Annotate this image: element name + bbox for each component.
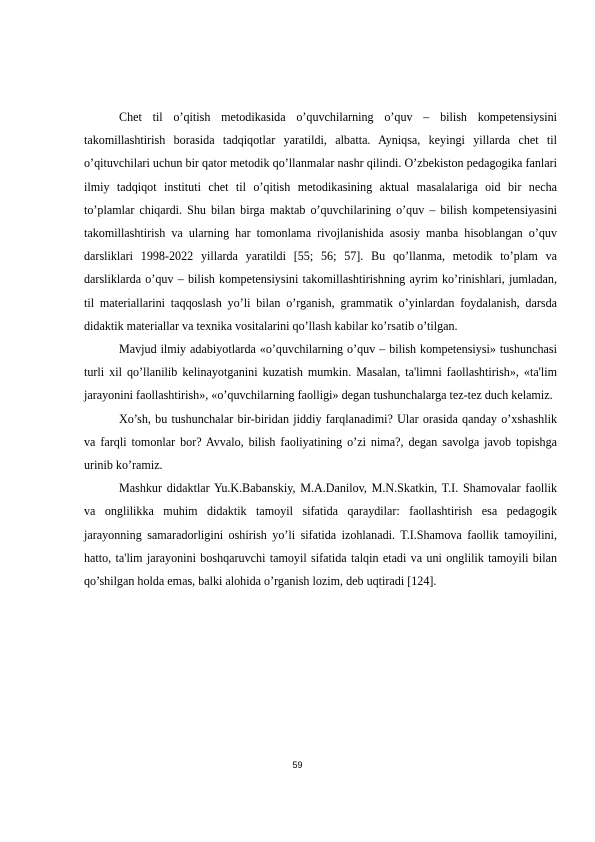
paragraph: Mashkur didaktlar Yu.K.Babanskiy, M.A.Danilov, M.N.Skatkin, T.I. Shamovalar faollik va onglilikka muhim didaktik tamoyil sifatida qaraydilar: faollashtirish esa pedagogik jarayonning samaradorligini oshirish yo’li sifatida izohlanadi. T.I.Shamova faollik tamoyilini, hatto, ta'lim jarayonini boshqaruvchi tamoyil sifatida talqin etadi va uni onglilik tamoyili bilan qo’shilgan holda emas, balki alohida o’rganish lozim, deb uqtiradi [124]. xyxy=(84,481,557,589)
page-number: 59 xyxy=(292,760,303,770)
paragraph: Xo’sh, bu tushunchalar bir-biridan jiddiy farqlanadimi? Ular orasida qanday o’xshashlik va farqli tomonlar bor? Avvalo, bilish faoliyatining o’zi nima?, degan savolga javob topishga urinib ko’ramiz. xyxy=(84,411,557,473)
paragraph: Chet til o’qitish metodikasida o’quvchilarning o’quv – bilish kompetensiysini takomillashtirish borasida tadqiqotlar yaratildi, albatta. Ayniqsa, keyingi yillarda chet til o’qituvchilari uchun bir qator metodik qo’llanmalar nashr qilindi. O’zbekiston pedagogika fanlari ilmiy tadqiqot instituti chet til o’qitish metodikasining aktual masalalariga oid bir necha to’plamlar chiqardi. Shu bilan birga maktab o’quvchilarining o’quv – bilish kompetensiyasini takomillashtirish va ularning har tomonlama rivojlanishida asosiy manba hisoblangan o’quv darsliklari 1998-2022 yillarda yaratildi [55; 56; 57]. Bu qo’llanma, metodik to’plam va darsliklarda o’quv – bilish kompetensiysini takomillashtirishning ayrim ko’rinishlari, jumladan, til materiallarini taqqoslash yo’li bilan o’rganish, grammatik o’yinlardan foydalanish, darsda didaktik materiallar va texnika vositalarini qo’llash kabilar ko’rsatib o’tilgan. xyxy=(84,110,557,333)
body-text xyxy=(84,106,557,593)
paragraph: Mavjud ilmiy adabiyotlarda «o’quvchilarning o’quv – bilish kompetensiysi» tushunchasi turli xil qo’llanilib kelinayotganini kuzatish mumkin. Masalan, ta'limni faollashtirish», «ta'lim jarayonini faollashtirish», «o’quvchilarning faolligi» degan tushunchalarga tez-tez duch kelamiz. xyxy=(84,342,557,403)
